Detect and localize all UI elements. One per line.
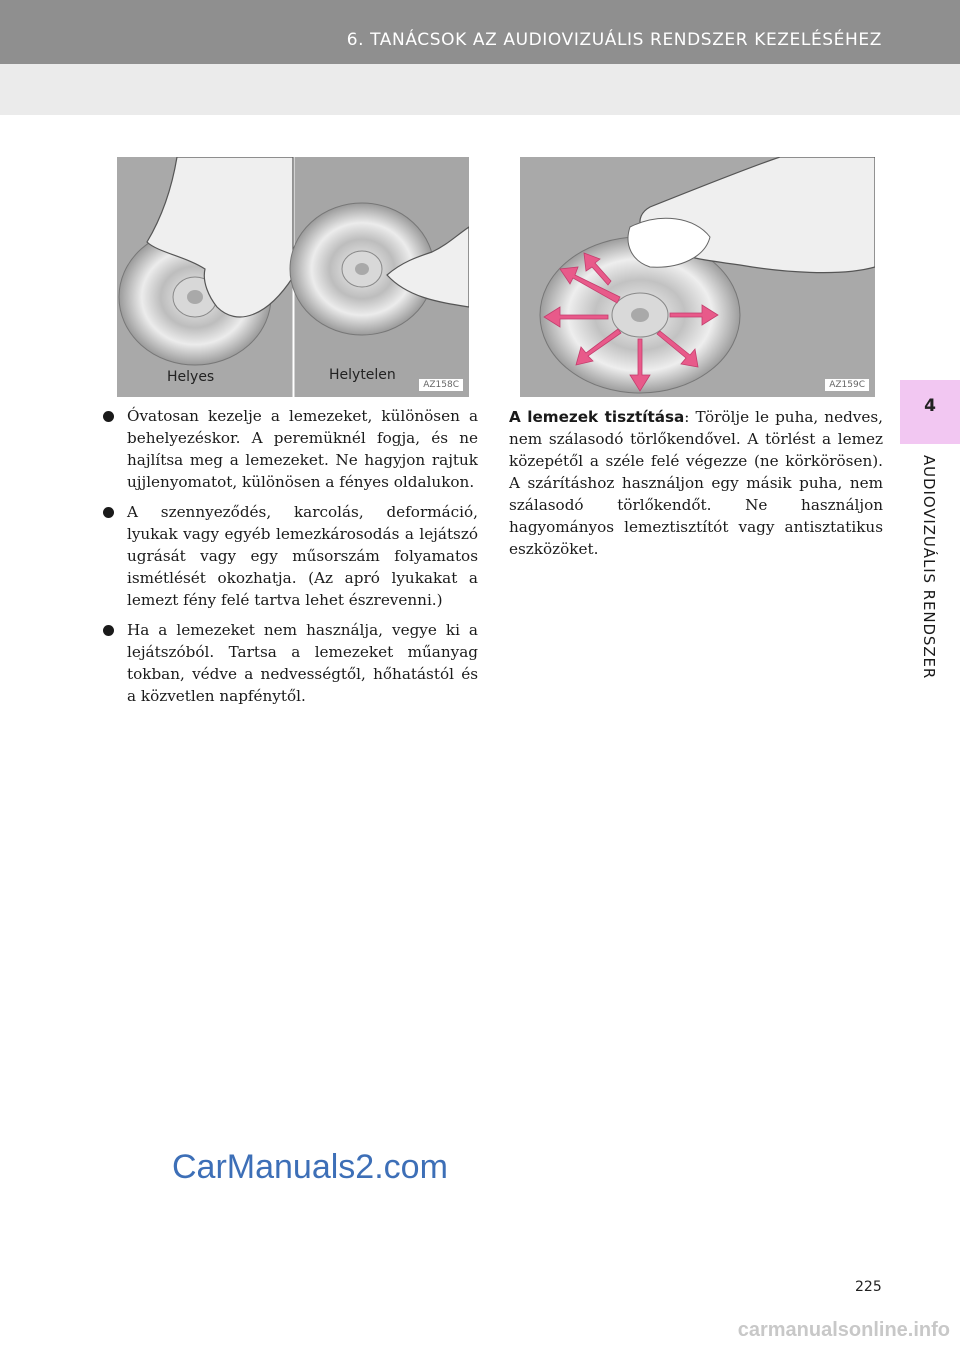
- section-title-text: AUDIOVIZUÁLIS RENDSZER: [920, 455, 938, 680]
- label-incorrect: Helytelen: [329, 367, 396, 383]
- disc-correct-hole: [187, 290, 203, 304]
- disc-incorrect-hole: [355, 263, 369, 275]
- cleaning-heading: A lemezek tisztítása: [509, 408, 685, 426]
- disc-cleaning-hole: [631, 308, 649, 322]
- cleaning-instructions: [509, 406, 883, 560]
- list-item: [101, 501, 478, 611]
- page-number: 225: [855, 1279, 882, 1295]
- disc-handling-illustration: [117, 157, 469, 397]
- figure-code: AZ158C: [419, 379, 463, 391]
- cleaning-text: : Törölje le puha, nedves, nem szálasodó törlőkendővel. A törlést a lemez közepétől a széle felé végezze (ne körkörösen). A szárításhoz használjon egy másik puha, nem szálasodó törlőkendőt. Ne használjon hagyományos lemeztisztítót vagy antisztatikus eszközöket.: [509, 408, 883, 558]
- list-item-text: A szennyeződés, karcolás, deformáció, lyukak vagy egyéb lemezkárosodás a lejátszó ugrását vagy egy műsorszám folyamatos ismétlését okozhatja. (Az apró lyukakat a lemezt fény felé tartva lehet észrevenni.): [127, 503, 478, 609]
- chapter-number: 4: [924, 396, 936, 416]
- watermark-logo: CarManuals2.com: [172, 1148, 448, 1186]
- disc-cleaning-illustration: [520, 157, 875, 397]
- figure-code: AZ159C: [825, 379, 869, 391]
- section-title-vertical: [912, 455, 938, 680]
- footer-site-logo: carmanualsonline.info: [737, 1319, 950, 1341]
- figure-disc-cleaning: [520, 157, 875, 397]
- list-item: [101, 405, 478, 493]
- list-item-text: Óvatosan kezelje a lemezeket, különösen a behelyezéskor. A peremüknél fogja, és ne hajlítsa meg a lemezeket. Ne hagyjon rajtuk ujjlenyomatot, különösen a fényes oldalukon.: [127, 407, 478, 491]
- figure-disc-handling: [117, 157, 469, 397]
- chapter-tab[interactable]: [900, 380, 960, 444]
- list-item-text: Ha a lemezeket nem használja, vegye ki a lejátszóból. Tartsa a lemezeket műanyag tokban, védve a nedvességtől, hőhatástól és a közvetlen napfénytől.: [127, 621, 478, 705]
- header-strip: [0, 0, 960, 64]
- bullet-icon: [103, 411, 114, 422]
- handling-instructions: [101, 405, 478, 715]
- cleaning-paragraph: [509, 406, 883, 560]
- bullet-list: [101, 405, 478, 707]
- bullet-icon: [103, 507, 114, 518]
- list-item: [101, 619, 478, 707]
- page-header-title: 6. TANÁCSOK AZ AUDIOVIZUÁLIS RENDSZER KEZELÉSÉHEZ: [346, 30, 882, 50]
- label-correct: Helyes: [167, 369, 215, 385]
- bullet-icon: [103, 625, 114, 636]
